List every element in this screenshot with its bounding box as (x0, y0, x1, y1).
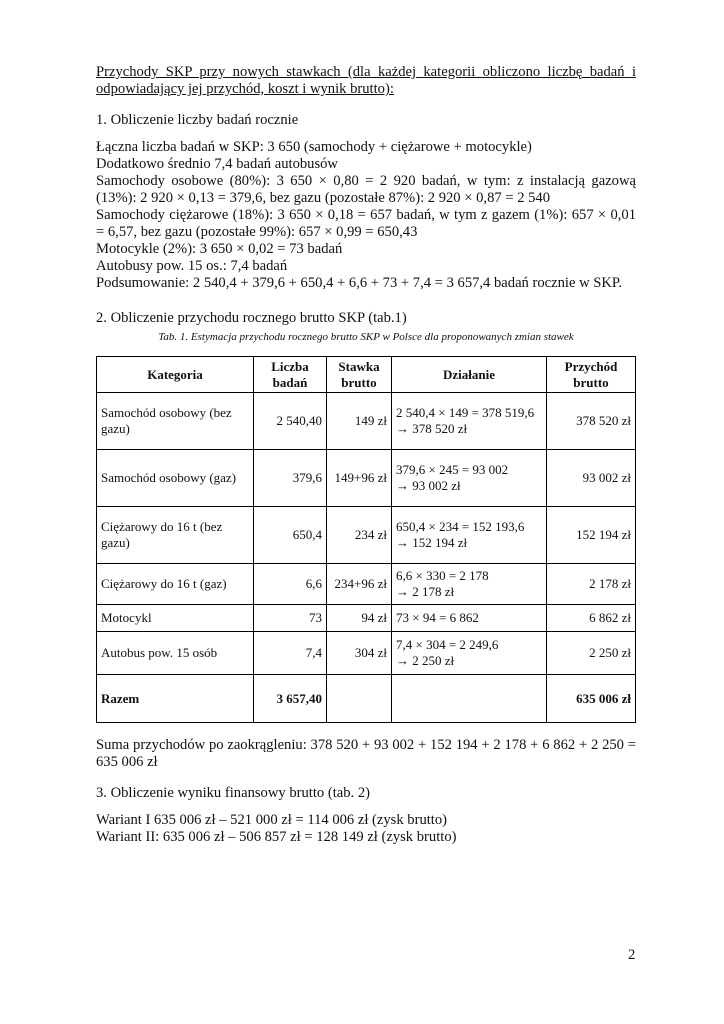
section1-heading: 1. Obliczenie liczby badań rocznie (96, 112, 299, 128)
dzialanie-result: → 152 194 zł (396, 535, 468, 550)
header-przychod: Przychód brutto (547, 357, 636, 393)
section1-line: Łączna liczba badań w SKP: 3 650 (samochody + ciężarowe + motocykle) (96, 139, 532, 155)
cell-przychod: 93 002 zł (547, 450, 636, 507)
cell-stawka: 234 zł (327, 507, 392, 564)
cell-dzialanie (392, 450, 547, 507)
cell-przychod: 378 520 zł (547, 393, 636, 450)
table-total-row (97, 675, 636, 723)
cell-kategoria: Motocykl (97, 605, 254, 632)
cell-liczba: 73 (254, 605, 327, 632)
header-liczba: Liczba badań (254, 357, 327, 393)
cell-liczba: 2 540,40 (254, 393, 327, 450)
revenue-table (96, 356, 636, 723)
table-row (97, 564, 636, 605)
intro-text: Przychody SKP przy nowych stawkach (dla każdej kategorii obliczono liczbę badań i odpowiadający jej przychód, koszt i wynik brutto): (96, 64, 636, 97)
cell-liczba: 6,6 (254, 564, 327, 605)
total-empty-cell (392, 675, 547, 723)
cell-kategoria: Samochód osobowy (gaz) (97, 450, 254, 507)
section1-line: Dodatkowo średnio 7,4 badań autobusów (96, 156, 338, 172)
section1-line: Podsumowanie: 2 540,4 + 379,6 + 650,4 + 6,6 + 73 + 7,4 = 3 657,4 badań rocznie w SKP. (96, 275, 623, 291)
dzialanie-result: → 2 178 zł (396, 584, 455, 599)
total-empty-cell (327, 675, 392, 723)
total-przychod: 635 006 zł (547, 675, 636, 723)
section1-line: Samochody ciężarowe (18%): 3 650 × 0,18 = 657 badań, w tym z gazem (1%): 657 × 0,01 = 6,57, bez gazu (pozostałe 99%): 657 × 0,99 = 650,43 (96, 207, 636, 240)
cell-przychod: 2 250 zł (547, 632, 636, 675)
cell-dzialanie (392, 507, 547, 564)
dzialanie-result: → 378 520 zł (396, 421, 468, 436)
section1-line: Samochody osobowe (80%): 3 650 × 0,80 = 2 920 badań, w tym: z instalacją gazową (13%): 2 920 × 0,13 = 379,6, bez gazu (pozostałe 87%): 2 920 × 0,87 = 2 540 (96, 173, 636, 206)
cell-kategoria: Samochód osobowy (bez gazu) (97, 393, 254, 450)
dzialanie-result: → 2 250 zł (396, 653, 455, 668)
section3-heading: 3. Obliczenie wyniku finansowy brutto (tab. 2) (96, 785, 370, 801)
table-header-row (97, 357, 636, 393)
cell-kategoria: Ciężarowy do 16 t (bez gazu) (97, 507, 254, 564)
cell-kategoria: Autobus pow. 15 osób (97, 632, 254, 675)
document-page (96, 64, 636, 846)
section3-line: Wariant II: 635 006 zł – 506 857 zł = 128 149 zł (zysk brutto) (96, 829, 457, 845)
table-row (97, 507, 636, 564)
dzialanie-calc: 650,4 × 234 = 152 193,6 (396, 519, 525, 534)
section2-heading: 2. Obliczenie przychodu rocznego brutto SKP (tab.1) (96, 310, 407, 326)
section1-line: Autobusy pow. 15 os.: 7,4 badań (96, 258, 288, 274)
table-row (97, 393, 636, 450)
section1-line: Motocykle (2%): 3 650 × 0,02 = 73 badań (96, 241, 343, 257)
cell-dzialanie (392, 632, 547, 675)
dzialanie-calc: 6,6 × 330 = 2 178 (396, 568, 489, 583)
cell-dzialanie (392, 393, 547, 450)
cell-liczba: 650,4 (254, 507, 327, 564)
header-kategoria: Kategoria (97, 357, 254, 393)
sum-line: Suma przychodów po zaokrągleniu: 378 520 + 93 002 + 152 194 + 2 178 + 6 862 + 2 250 = 635 006 zł (96, 737, 636, 770)
cell-przychod: 152 194 zł (547, 507, 636, 564)
page-number: 2 (628, 947, 636, 963)
cell-kategoria: Ciężarowy do 16 t (gaz) (97, 564, 254, 605)
cell-stawka: 149+96 zł (327, 450, 392, 507)
cell-liczba: 7,4 (254, 632, 327, 675)
cell-dzialanie (392, 564, 547, 605)
table-caption: Tab. 1. Estymacja przychodu rocznego brutto SKP w Polsce dla proponowanych zmian stawek (158, 331, 574, 343)
cell-przychod: 6 862 zł (547, 605, 636, 632)
cell-dzialanie (392, 605, 547, 632)
dzialanie-calc: 2 540,4 × 149 = 378 519,6 (396, 405, 535, 420)
table-row (97, 605, 636, 632)
cell-stawka: 304 zł (327, 632, 392, 675)
section3-line: Wariant I 635 006 zł – 521 000 zł = 114 006 zł (zysk brutto) (96, 812, 448, 828)
total-label: Razem (97, 675, 254, 723)
dzialanie-result: → 93 002 zł (396, 478, 461, 493)
table-row (97, 450, 636, 507)
total-liczba: 3 657,40 (254, 675, 327, 723)
dzialanie-calc: 379,6 × 245 = 93 002 (396, 462, 509, 477)
cell-stawka: 234+96 zł (327, 564, 392, 605)
header-dzialanie: Działanie (392, 357, 547, 393)
cell-stawka: 149 zł (327, 393, 392, 450)
cell-przychod: 2 178 zł (547, 564, 636, 605)
header-stawka: Stawka brutto (327, 357, 392, 393)
dzialanie-calc: 73 × 94 = 6 862 (396, 610, 479, 625)
dzialanie-calc: 7,4 × 304 = 2 249,6 (396, 637, 499, 652)
cell-stawka: 94 zł (327, 605, 392, 632)
cell-liczba: 379,6 (254, 450, 327, 507)
table-row (97, 632, 636, 675)
